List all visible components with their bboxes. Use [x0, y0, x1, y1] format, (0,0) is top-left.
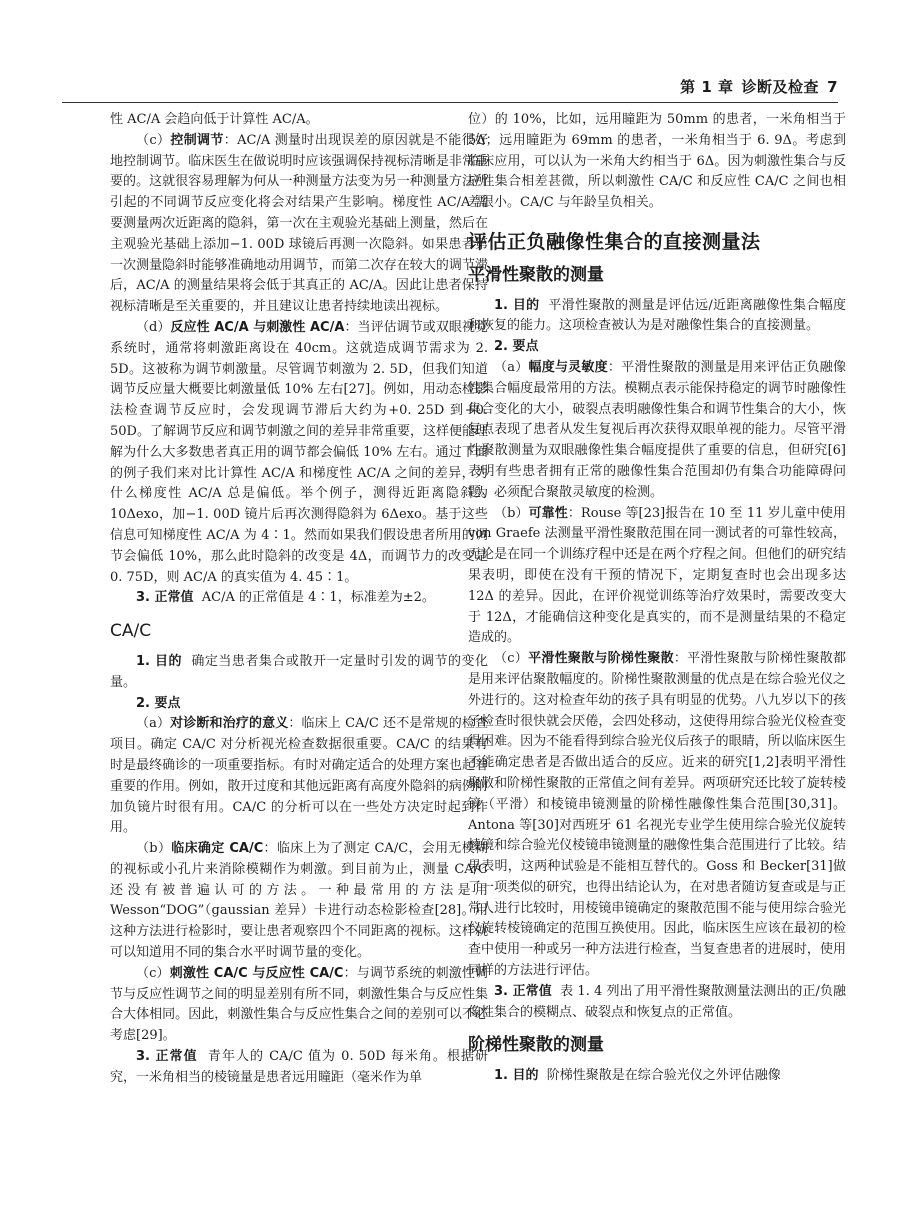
paragraph-reliability [468, 504, 846, 650]
item-keyword: 可靠性 [528, 505, 568, 521]
paragraph-normal [110, 588, 488, 609]
paragraph: 位）的 10%，比如，远用瞳距为 50mm 的患者，一米角相当于 5Δ；远用瞳距为 69mm 的患者，一米角相当于 6. 9Δ。考虑到临床应用，可以认为一米角大约相当于 6Δ。因为刺激性集合与反应性集合相差甚微，所以刺激性 CA/C 和反应性 CA/C 之间也相差很小。CA/C 与年龄呈负相关。 [468, 112, 846, 211]
paragraph-points [110, 694, 488, 715]
section-heading-direct: 评估正负融像性集合的直接测量法 [468, 230, 761, 253]
paragraph-control [110, 131, 488, 318]
paragraph-clinical [110, 839, 488, 964]
item-label: （b） [136, 841, 172, 857]
item-text: ：与调节系统的刺激性调节与反应性调节之间的明显差别有所不同，刺激性集合与反应性集合大体相同。因此，刺激性集合与反应性集合之间的差别可以不必考虑[29]。 [110, 965, 489, 1044]
item-label: 3. 正常值 [136, 590, 194, 606]
item-keyword: 临床确定 CA/C [171, 841, 264, 857]
chapter-title: 诊断及检查 [741, 78, 820, 96]
item-text: 青年人的 CA/C 值为 0. 50D 每米角。根据研究，一米角相当的棱镜量是患者远用瞳距（毫米作为单 [110, 1049, 488, 1085]
item-keyword: 控制调节 [170, 132, 224, 148]
item-keyword: 刺激性 CA/C 与反应性 CA/C [169, 965, 344, 981]
item-label: 2. 要点 [136, 695, 181, 711]
item-text: 阶梯性聚散是在综合验光仪之外评估融像 [546, 1068, 781, 1084]
item-label: 1. 目的 [494, 297, 540, 313]
item-label: （c） [494, 651, 529, 667]
paragraph-amplitude [468, 358, 846, 504]
header-rule [62, 102, 838, 103]
left-column [110, 110, 488, 1089]
item-keyword: 反应性 AC/A 与刺激性 AC/A [170, 319, 345, 335]
item-label: （a） [494, 359, 529, 375]
item-text: 表 1. 4 列出了用平滑性聚散测量法测出的正/负融像性集合的模糊点、破裂点和恢复点的正常值。 [468, 983, 847, 1020]
paragraph-points [468, 337, 846, 358]
paragraph-significance [110, 714, 488, 839]
item-label: 3. 正常值 [136, 1049, 198, 1065]
item-text: ：Rouse 等[23]报告在 10 至 11 岁儿童中使用 von Graefe 法测量平滑性聚散范围在同一测试者的可靠性较高，无论是在同一个训练疗程中还是在两个疗程之间。但他们的研究结果表明，即使在没有干预的情况下，定期复查时也会出现多达 12Δ 的差异。因此，在评价视觉训练等治疗效果时，需要改变大于 12Δ，才能确信这种变化是真实的，而不是测量结果的不稳定造成的。 [468, 505, 846, 646]
item-text: ：平滑性聚散的测量是用来评估正负融像性集合幅度最常用的方法。模糊点表示能保持稳定的调节时融像性集合变化的大小，破裂点表明融像性集合和调节性集合的大小，恢复点表现了患者从发生复视后再次获得双眼单视的能力。尽管平滑性聚散测量为双眼融像性集合幅度提供了重要的信息，但研究[6]表明有些患者拥有正常的融像性集合范围却仍有集合功能障碍问题。必须配合聚散灵敏度的检测。 [468, 359, 846, 500]
item-keyword: 幅度与灵敏度 [528, 359, 608, 375]
item-keyword: 对诊断和治疗的意义 [170, 716, 289, 732]
running-head [672, 76, 838, 97]
paragraph: 性 AC/A 会趋向低于计算性 AC/A。 [110, 112, 319, 127]
section-heading-cac: CA/C [110, 621, 152, 642]
item-label: 1. 目的 [136, 653, 183, 669]
item-label: 2. 要点 [494, 339, 539, 355]
right-column [468, 110, 846, 1087]
item-text: 确定当患者集合或散开一定量时引发的调节的变化量。 [110, 653, 488, 690]
page-number: 7 [827, 78, 838, 96]
item-text: 平滑性聚散的测量是评估远/近距离融像性集合幅度和恢复的能力。这项检查被认为是对融像性集合的直接测量。 [468, 297, 846, 334]
chapter-number: 第 1 章 [680, 78, 734, 96]
paragraph-response [110, 318, 488, 588]
item-label: 1. 目的 [494, 1068, 539, 1084]
item-text: ：平滑性聚散与阶梯性聚散都是用来评估聚散幅度的。阶梯性聚散测量的优点是在综合验光仪之外进行的。这对检查年幼的孩子具有明显的优势。八九岁以下的孩子检查时很快就会厌倦，会四处移动，这使得用综合验光仪检查变得困难。因为不能看得到综合验光仪后孩子的眼睛，所以临床医生不能确定患者是否做出适合的反应。近来的研究[1,2]表明平滑性聚散和阶梯性聚散的正常值之间有差异。两项研究还比较了旋转棱镜（平滑）和棱镜串镜测量的阶梯性融像性集合范围[30,31]。Antona 等[30]对西班牙 61 名视光专业学生使用综合验光仪旋转棱镜和综合验光仪棱镜串镜测量的融像性集合范围进行了比较。结果表明，这两种试验是不能相互替代的。Goss 和 Becker[31]做了一项类似的研究，也得出结论认为，在对患者随访复查或是与正常人进行比较时，用棱镜串镜确定的聚散范围不能与使用综合验光仪旋转棱镜确定的范围互换使用。因此，临床医生应该在最初的检查中使用一种或另一种方法进行检查，当复查患者的进展时，使用同样的方法进行评估。 [468, 651, 846, 979]
item-keyword: 平滑性聚散与阶梯性聚散 [528, 651, 674, 667]
item-text: ：AC/A 测量时出现误差的原因就是不能很好地控制调节。临床医生在做说明时应该强调保持视标清晰是非常重要的。这就很容易理解为何从一种测量方法变为另一种测量方法所引起的不同调节反应变化将会对结果产生影响。梯度性 AC/A 需要测量两次近距离的隐斜，第一次在主观验光基础上测量，然后在主观验光基础上添加−1. 00D 球镜后再测一次隐斜。如果患者第一次测量隐斜时能够准确地动用调节，而第二次存在较大的调节滞后，AC/A 的测量结果将会低于其真正的 AC/A。因此让患者保持视标清晰是至关重要的，并且建议让患者持续地读出视标。 [110, 132, 488, 315]
paragraph-stimulus [110, 964, 488, 1047]
item-label: （c） [136, 965, 170, 981]
item-text: ：临床上 CA/C 还不是常规的检查项目。确定 CA/C 对分析视光检查数据很重要。CA/C 的结果有时是最终确诊的一项重要指标。有时对确定适合的处理方案也起着重要的作用。例如，散开过度和其他远距离有高度外隐斜的病例附加负镜片时很有用。CA/C 的分析可以在一些处方决定时起到作用。 [110, 716, 488, 836]
paragraph-purpose [110, 652, 488, 694]
item-text: AC/A 的正常值是 4∶1，标准差为±2。 [201, 590, 435, 606]
paragraph-purpose [468, 296, 846, 338]
subsection-heading-step: 阶梯性聚散的测量 [468, 1035, 604, 1056]
item-label: （a） [136, 716, 171, 732]
paragraph-normal [468, 982, 846, 1024]
item-label: 3. 正常值 [494, 983, 552, 999]
paragraph-step-purpose [468, 1066, 846, 1087]
item-text: ：临床上为了测定 CA/C，会用无模糊的视标或小孔片来消除模糊作为刺激。到目前为止，测量 CA/C 还没有被普遍认可的方法。一种最常用的方法是用 Wesson“DOG”（gaussian 差异）卡进行动态检影检查[28]。用这种方法进行检影时，要让患者观察四个不同距离的视标。这样就可以知道用不同的集合水平时调节量的变化。 [110, 841, 489, 961]
item-label: （d） [136, 319, 171, 335]
paragraph-smooth-vs-step [468, 649, 846, 982]
item-label: （c） [136, 132, 171, 148]
paragraph-normal-cac [110, 1047, 488, 1089]
item-text: ：当评估调节或双眼视觉系统时，通常将刺激距离设在 40cm。这就造成调节需求为 2. 5D。这被称为调节刺激量。尽管调节刺激为 2. 5D，但我们知道调节反应量大概要比刺激量低 10% 左右[27]。例如，用动态检影法检查调节反应时，会发现调节滞后大约为+0. 25D 到+0. 50D。了解调节反应和调节刺激之间的差异非常重要，这样便能理解为什么大多数患者真正用的调节都会偏低 10% 左右。通过下面的例子我们来对比计算性 AC/A 和梯度性 AC/A 之间的差异，为什么梯度性 AC/A 总是偏低。举个例子，测得近距离隐斜为 10Δexo，加−1. 00D 镜片后再次测得隐斜为 6Δexo。基于这些信息可知梯度性 AC/A 为 4∶1。然而如果我们假设患者所用的调节会偏低 10%，那么此时隐斜的改变是 4Δ，而调节力的改变是 0. 75D，则 AC/A 的真实值为 4. 45∶1。 [110, 319, 488, 585]
page-header [0, 64, 900, 104]
subsection-heading-smooth: 平滑性聚散的测量 [468, 264, 604, 285]
item-label: （b） [494, 505, 529, 521]
